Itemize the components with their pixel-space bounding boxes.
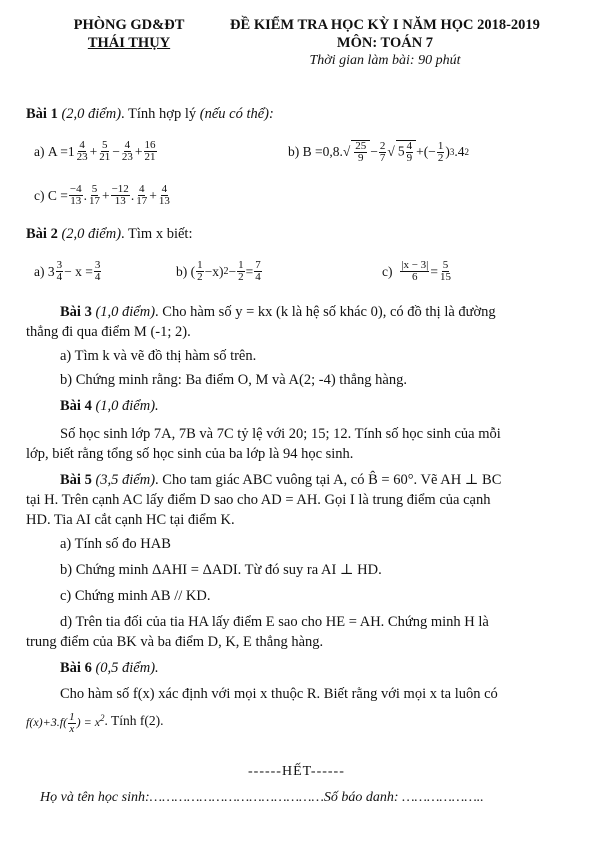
bai2-title: Bài 2 xyxy=(26,226,58,242)
bai2-c-label: c) xyxy=(382,263,393,279)
dept-line-1: PHÒNG GD&ĐT xyxy=(73,17,185,33)
student-info-line: Họ và tên học sinh:……………………………………Số báo danh: ……………….. xyxy=(40,790,484,805)
bai5-points: (3,5 điểm) xyxy=(95,472,156,488)
bai3-points: (1,0 điểm) xyxy=(95,304,156,320)
bai6-title: Bài 6 xyxy=(60,660,92,676)
bai6-heading xyxy=(60,658,589,678)
department-header xyxy=(44,16,214,52)
bai1-task: . Tính hợp lý xyxy=(121,106,200,122)
bai1-c-label: c) xyxy=(34,187,45,203)
exam-time: Thời gian làm bài: 90 phút xyxy=(309,53,461,68)
bai1-points: (2,0 điểm) xyxy=(61,106,122,122)
bai5-title: Bài 5 xyxy=(60,472,92,488)
bai1-b-expression: b) B =0,8.√ $\frac{25}{9}$ − $\frac{2}{7}$ √ 5 $\frac{4}{9}$ +(− $\frac{1}{2}$ ) 3 .4 2 xyxy=(288,139,469,164)
bai6-text-1: Cho hàm số f(x) xác định với mọi x thuộc R. Biết rằng với mọi x ta luôn có xyxy=(60,686,498,702)
bai3-part-a: a) Tìm k và vẽ đồ thị hàm số trên. xyxy=(60,348,257,364)
bai4-title: Bài 4 xyxy=(60,398,92,414)
dept-line-2: THÁI THỤY xyxy=(87,35,171,51)
end-mark: ------HẾT------ xyxy=(248,764,345,779)
bai1-title: Bài 1 xyxy=(26,106,58,122)
bai3-text-2: thẳng đi qua điểm M (-1; 2). xyxy=(26,324,191,340)
bai3-text-1: . Cho hàm số y = kx (k là hệ số khác 0), có đồ thị là đường xyxy=(155,304,496,320)
bai4-text-2: lớp, biết rằng tổng số học sinh của ba lớp là 94 học sinh. xyxy=(26,446,354,462)
bai3-heading xyxy=(60,302,589,322)
bai6-points: (0,5 điểm). xyxy=(95,660,159,676)
bai2-b-expression: b) ( $\frac{1}{2}$ −x) 2 − $\frac{1}{2}$ = $\frac{7}{4}$ xyxy=(176,259,261,283)
bai5-heading xyxy=(60,470,589,490)
exam-title: ĐỀ KIỂM TRA HỌC KỲ I NĂM HỌC 2018-2019 xyxy=(230,17,540,33)
bai3-title: Bài 3 xyxy=(60,304,92,320)
bai1-heading xyxy=(26,104,574,124)
bai1-a-expression: a) A =1 $\frac{4}{23}$ + $\frac{5}{21}$ − $\frac{4}{23}$ + $\frac{16}{21}$ xyxy=(34,139,156,163)
bai2-heading xyxy=(26,224,574,244)
bai6-text-2-line xyxy=(26,708,574,735)
bai4-heading xyxy=(60,396,589,416)
bai5-part-d-2: trung điểm của BK và ba điểm D, K, E thẳng hàng. xyxy=(26,634,324,650)
bai2-points: (2,0 điểm) xyxy=(61,226,122,242)
bai5-text-3: HD. Tia AI cắt cạnh HC tại điểm K. xyxy=(26,512,235,528)
bai2-c-expression: c) $\frac{|x - 3|}{6}$ = $\frac{5}{15}$ xyxy=(382,259,451,283)
bai5-text-1: . Cho tam giác ABC vuông tại A, có B̂ = 60°. Vẽ AH ⊥ BC xyxy=(155,472,502,488)
bai3-part-b: b) Chứng minh rằng: Ba điểm O, M và A(2; -4) thẳng hàng. xyxy=(60,372,407,388)
exam-subject: MÔN: TOÁN 7 xyxy=(336,35,434,51)
bai2-a-expression: a) 3 $\frac{3}{4}$ − x = $\frac{3}{4}$ xyxy=(34,259,101,283)
bai6-functional-equation: f(x)+3.f( $\frac{1}{x}$ ) = $x^2$ xyxy=(26,710,105,735)
bai1-a-label: a) xyxy=(34,143,45,159)
bai5-part-d-1: d) Trên tia đối của tia HA lấy điểm E sao cho HE = AH. Chứng minh H là xyxy=(60,614,489,630)
bai5-part-a: a) Tính số đo HAB xyxy=(60,536,171,552)
bai2-b-label: b) xyxy=(176,263,188,279)
bai4-text-1: Số học sinh lớp 7A, 7B và 7C tỷ lệ với 20; 15; 12. Tính số học sinh của mỗi xyxy=(60,426,501,442)
exam-header xyxy=(200,16,570,70)
bai1-c-expression: c) C = $\frac{-4}{13}$ . $\frac{5}{17}$ + $\frac{-12}{13}$ . $\frac{4}{17}$ + $\frac{4}{13}$ xyxy=(34,183,170,207)
bai2-a-label: a) xyxy=(34,263,45,279)
bai5-part-c: c) Chứng minh AB // KD. xyxy=(60,588,211,604)
bai2-task: . Tìm x biết: xyxy=(121,226,193,242)
bai5-part-b: b) Chứng minh ΔAHI = ΔADI. Từ đó suy ra AI ⊥ HD. xyxy=(60,562,382,578)
bai1-b-label: b) xyxy=(288,144,300,159)
bai4-points: (1,0 điểm). xyxy=(95,398,159,414)
bai5-text-2: tại H. Trên cạnh AC lấy điểm D sao cho AD = AH. Gọi I là trung điểm của cạnh xyxy=(26,492,491,508)
bai6-text-2: . Tính f(2). xyxy=(104,713,164,729)
bai1-task-note: (nếu có thể): xyxy=(199,106,274,122)
